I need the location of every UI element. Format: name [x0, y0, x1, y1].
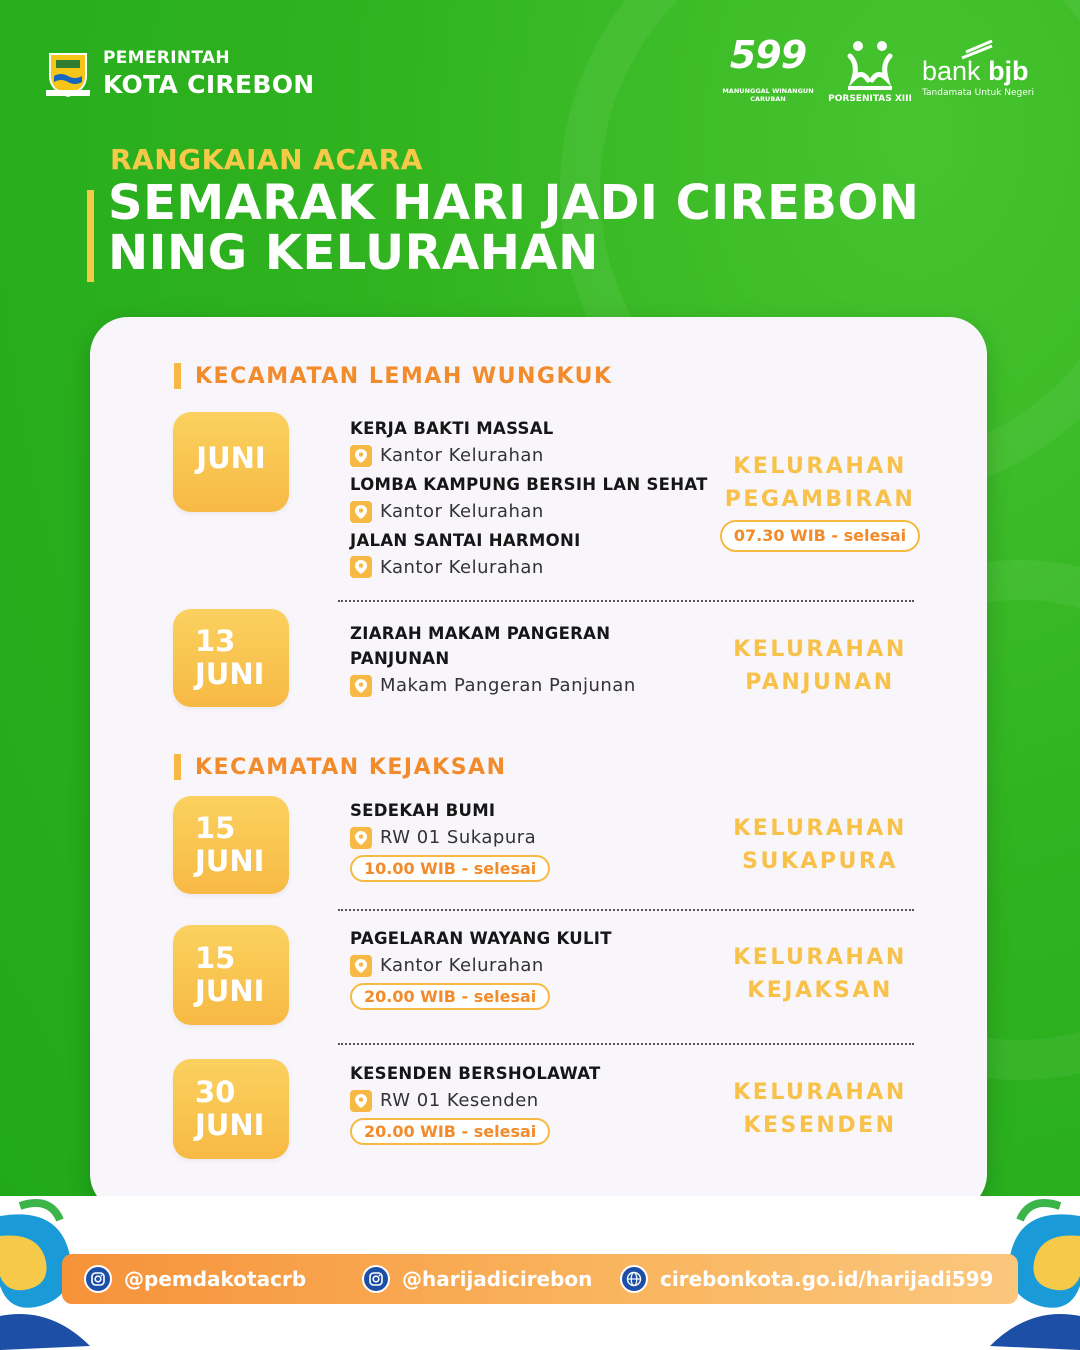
instagram-link[interactable] — [84, 1265, 306, 1293]
location-pin-icon — [350, 556, 372, 578]
instagram-icon — [84, 1265, 112, 1293]
event-time-badge: 07.30 WIB - selesai — [720, 520, 920, 552]
logo-599-number: 599 — [729, 33, 807, 77]
bank-tagline: Tandamata Untuk Negeri — [922, 88, 1034, 98]
date-day: 13 — [195, 623, 236, 658]
schedule-card — [90, 317, 987, 1212]
kelurahan-line-2: PANJUNAN — [745, 670, 895, 695]
date-month: JUNI — [195, 1108, 265, 1142]
organization-name — [103, 50, 314, 97]
city-emblem-icon — [44, 46, 92, 98]
logo-599-caption: MANUNGGAL WINANGUN CARUBAN — [722, 87, 814, 103]
location-text: Kantor Kelurahan — [380, 445, 544, 467]
event-time-badge: 10.00 WIB - selesai — [350, 855, 550, 882]
title-line-2: NING KELURAHAN — [108, 225, 599, 282]
logo-bank-bjb — [922, 40, 1038, 98]
kelurahan-line-1: KELURAHAN — [733, 637, 907, 662]
divider — [338, 909, 914, 911]
kelurahan-label — [710, 941, 930, 1007]
date-month: JUNI — [195, 844, 265, 878]
event-list — [350, 417, 710, 584]
location-text: Kantor Kelurahan — [380, 556, 544, 578]
title-accent-bar — [87, 190, 94, 282]
date-box — [173, 796, 289, 894]
event-location — [350, 556, 710, 578]
section-heading — [174, 363, 613, 389]
instagram-link[interactable] — [362, 1265, 592, 1293]
logo-porsenitas — [828, 34, 912, 104]
title-line-1: SEMARAK HARI JADI CIREBON — [108, 175, 920, 231]
instagram-icon — [362, 1265, 390, 1293]
social-bar — [62, 1254, 1018, 1304]
event-location — [350, 955, 710, 977]
event-list — [350, 927, 710, 1010]
event-name: JALAN SANTAI HARMONI — [350, 530, 581, 550]
location-pin-icon — [350, 675, 372, 697]
location-pin-icon — [350, 445, 372, 467]
logo-porsenitas-caption: PORSENITAS XIII — [828, 94, 912, 104]
date-box — [173, 1059, 289, 1159]
globe-icon — [620, 1265, 648, 1293]
location-text: RW 01 Kesenden — [380, 1090, 539, 1112]
location-pin-icon — [350, 827, 372, 849]
date-month: JUNI — [195, 974, 265, 1008]
bank-stripes-icon — [960, 40, 994, 60]
instagram-handle: @pemdakotacrb — [124, 1267, 307, 1291]
kelurahan-label — [710, 450, 930, 552]
org-line-1: PEMERINTAH — [103, 48, 230, 68]
kelurahan-line-1: KELURAHAN — [733, 454, 907, 479]
bank-name — [922, 58, 1038, 85]
date-day: 15 — [195, 810, 236, 845]
location-pin-icon — [350, 501, 372, 523]
event-location — [350, 1090, 710, 1112]
event-time-badge: 20.00 WIB - selesai — [350, 983, 550, 1010]
location-text: RW 01 Sukapura — [380, 827, 537, 849]
date-month: JUNI — [196, 441, 266, 475]
event-name-line-1: ZIARAH MAKAM PANGERAN — [350, 624, 611, 643]
event-name: KESENDEN BERSHOLAWAT — [350, 1064, 601, 1083]
event-list — [350, 622, 710, 703]
location-text: Kantor Kelurahan — [380, 955, 544, 977]
kelurahan-line-2: KEJAKSAN — [747, 978, 893, 1003]
logo-599 — [716, 33, 820, 104]
date-month: JUNI — [195, 657, 265, 691]
location-text: Makam Pangeran Panjunan — [380, 675, 636, 696]
page-title — [108, 175, 920, 282]
kelurahan-label — [710, 633, 930, 699]
section-accent-bar — [174, 363, 181, 389]
section-heading — [174, 754, 506, 780]
event-list — [350, 1062, 710, 1145]
location-text: Kantor Kelurahan — [380, 501, 544, 522]
section-accent-bar — [174, 754, 181, 780]
kelurahan-line-2: SUKAPURA — [742, 849, 898, 874]
kelurahan-line-2: PEGAMBIRAN — [724, 487, 916, 512]
event-time-badge: 20.00 WIB - selesai — [350, 1118, 550, 1145]
location-pin-icon — [350, 1090, 372, 1112]
event-location — [350, 501, 710, 523]
date-box — [173, 412, 289, 512]
event-location — [350, 445, 710, 467]
kelurahan-line-1: KELURAHAN — [733, 816, 907, 841]
date-box — [173, 609, 289, 707]
event-name — [350, 622, 710, 672]
kelurahan-line-2: KESENDEN — [743, 1113, 897, 1138]
date-day: 30 — [195, 1074, 236, 1109]
event-location — [350, 827, 710, 849]
kelurahan-label — [710, 812, 930, 878]
divider — [338, 600, 914, 602]
event-name-line-2: PANJUNAN — [350, 648, 450, 668]
kelurahan-line-1: KELURAHAN — [733, 945, 907, 970]
bank-name-light: bank — [922, 56, 989, 86]
date-box — [173, 925, 289, 1025]
bank-name-bold: bjb — [988, 56, 1029, 86]
event-name: LOMBA KAMPUNG BERSIH LAN SEHAT — [350, 474, 708, 494]
instagram-handle: @harijadicirebon — [402, 1267, 593, 1291]
porsenitas-figure-icon — [840, 34, 900, 92]
date-day: 15 — [195, 940, 236, 975]
website-link[interactable] — [620, 1265, 993, 1293]
pre-title: RANGKAIAN ACARA — [110, 143, 423, 176]
event-location — [350, 675, 710, 697]
website-url: cirebonkota.go.id/harijadi599 — [660, 1267, 994, 1291]
section-title: KECAMATAN LEMAH WUNGKUK — [195, 363, 613, 389]
event-name: SEDEKAH BUMI — [350, 801, 496, 820]
location-pin-icon — [350, 955, 372, 977]
section-title: KECAMATAN KEJAKSAN — [195, 754, 507, 780]
kelurahan-line-1: KELURAHAN — [733, 1080, 907, 1105]
org-line-2: KOTA CIREBON — [103, 70, 315, 99]
event-name: PAGELARAN WAYANG KULIT — [350, 929, 612, 948]
kelurahan-label — [710, 1076, 930, 1142]
event-list — [350, 799, 710, 882]
event-name: KERJA BAKTI MASSAL — [350, 419, 554, 438]
divider — [338, 1043, 914, 1045]
